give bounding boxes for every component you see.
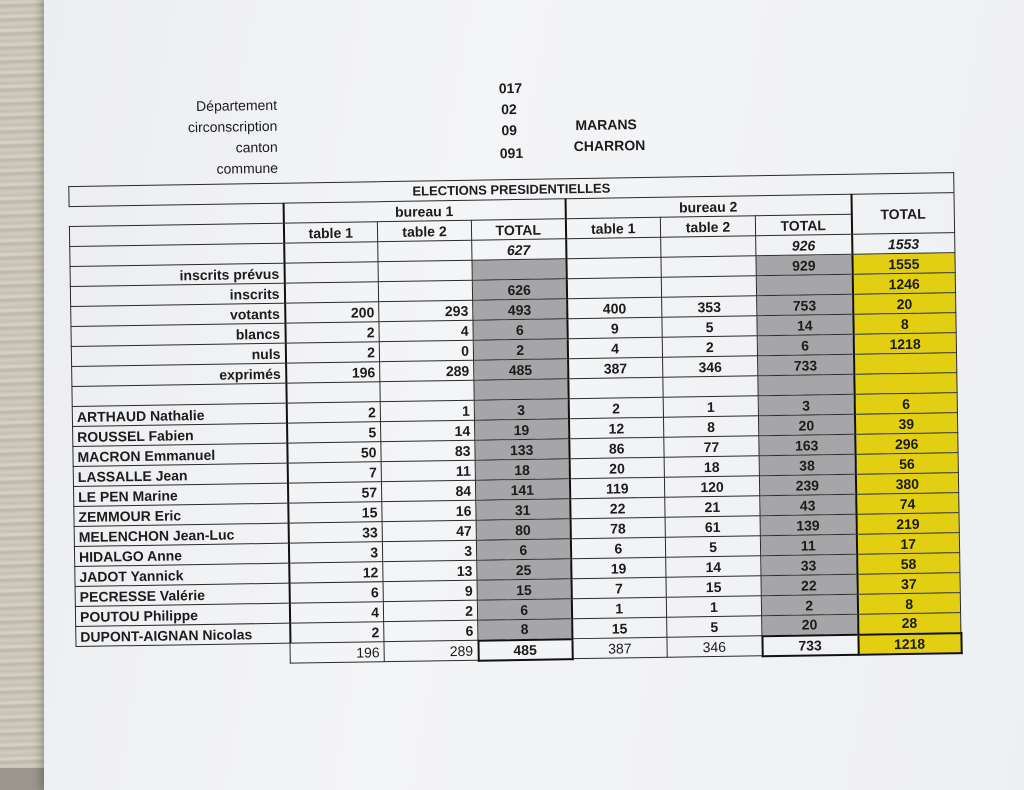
bureau2-table2-value: 5 [665,536,760,557]
bureau1-total-value: 493 [473,299,567,320]
b2-table2-header: table 2 [660,216,755,237]
stat-row-label: blancs [71,323,285,346]
bureau2-total-value: 929 [756,254,852,276]
bureau2-total-value: 33 [761,554,857,576]
bureau1-total-value: 18 [475,459,569,480]
b2-total-header: TOTAL [755,214,851,236]
bureau1-table2-value: 3 [382,540,476,561]
sum-grand-total: 1218 [858,633,961,655]
grand-total-value: 20 [853,293,956,315]
table-title: ELECTIONS PRESIDENTIELLES [69,173,954,207]
bureau1-total-value: 6 [473,319,567,340]
bureau1-table2-value [378,260,472,281]
bureau2-table1-value: 7 [571,577,666,598]
bureau1-table2-value: 9 [383,580,477,601]
bureau2-table2-value: 5 [667,616,762,637]
bureau2-table1-value: 86 [569,437,664,458]
bureau2-total-value: 6 [757,334,853,356]
bureau1-table1-value: 2 [285,322,379,343]
sum-b1-table2: 289 [384,640,478,661]
bureau1-table2-value: 13 [383,560,477,581]
stats-section [70,253,957,387]
candidate-row-label: LE PEN Marine [73,483,287,506]
bureau1-total-value: 8 [478,619,572,640]
stat-row-label: nuls [71,343,285,366]
bureau2-table1-value: 119 [569,477,664,498]
bureau2-total-value: 733 [758,354,854,376]
b2-expected-total: 926 [756,234,852,256]
stat-row-label: votants [71,303,285,326]
bureau1-table2-value: 1 [380,400,474,421]
candidate-row-label: PECRESSE Valérie [75,583,289,606]
bureau2-table1-value: 387 [568,357,663,378]
bureau1-table2-value [378,280,472,301]
candidates-section [72,393,961,647]
bureau1-table2-value: 16 [382,500,476,521]
bureau1-total-value: 2 [473,339,567,360]
bureau2-table1-value: 78 [570,517,665,538]
grand-total-value [854,353,957,375]
grand-total-value: 74 [856,493,959,515]
code-canton: 09 [501,122,518,139]
bureau1-table1-value: 2 [285,342,379,363]
sum-b2-total: 733 [762,634,858,656]
bureau2-total-value: 38 [759,454,855,476]
bureau1-table1-value: 196 [286,362,380,383]
bureau2-table2-value [661,256,756,277]
bureau2-table2-value: 14 [666,556,761,577]
bureau2-total-value: 753 [757,294,853,316]
label-circonscription: circonscription [187,117,278,136]
canton-name: MARANS [575,116,637,134]
bureau2-table2-value: 2 [662,336,757,357]
sum-b2-table2: 346 [667,636,762,657]
bureau2-total-value [756,274,852,296]
grand-total-value: 219 [856,513,959,535]
bureau1-table1-value: 3 [288,542,382,563]
bureau1-table2-value: 2 [383,600,477,621]
bureau2-table2-value: 346 [663,356,758,377]
bureau-1-header: bureau 1 [283,199,565,223]
bureau1-table2-value: 293 [379,300,473,321]
bureau1-total-value: 25 [477,559,571,580]
grand-total-value: 8 [857,593,960,615]
bureau2-table1-value: 20 [569,457,664,478]
bureau1-total-value: 19 [474,419,568,440]
bureau1-table2-value: 0 [379,340,473,361]
sum-b2-table1: 387 [572,637,667,658]
b1-table2-header: table 2 [377,220,471,241]
bureau1-table1-value: 12 [289,562,383,583]
bureau1-table1-value: 50 [287,442,381,463]
candidate-row-label: DUPONT-AIGNAN Nicolas [76,623,290,646]
code-commune: 091 [499,144,524,162]
bureau-2-header: bureau 2 [565,194,851,218]
grand-total-value: 39 [854,413,957,435]
bureau2-total-value: 14 [757,314,853,336]
code-circonscription: 02 [500,101,517,118]
bureau1-table1-value: 4 [289,602,383,623]
bureau2-table1-value [566,257,661,278]
bureau2-table1-value: 4 [567,337,662,358]
bureau1-table2-value: 14 [381,420,475,441]
bureau2-table2-value: 120 [664,476,759,497]
bureau1-total-value: 80 [476,519,570,540]
bureau1-total-value: 133 [475,439,569,460]
bureau1-table1-value: 57 [287,482,381,503]
bureau2-total-value: 163 [759,434,855,456]
label-canton: canton [235,138,278,156]
candidate-row-label: ROUSSEL Fabien [73,423,287,446]
bureau1-table2-value: 11 [381,460,475,481]
results-table [68,172,962,667]
grand-total-value: 1218 [853,333,956,355]
b2-table1-header: table 1 [565,217,660,238]
bureau2-total-value: 20 [758,414,854,436]
bureau1-total-value: 141 [475,479,569,500]
grand-total-value: 17 [856,533,959,555]
bureau2-total-value: 3 [758,394,854,416]
candidate-row-label: JADOT Yannick [75,563,289,586]
bureau1-table1-value [284,262,378,283]
candidate-row-label: ZEMMOUR Eric [74,503,288,526]
bureau1-total-value [472,259,566,280]
candidate-row-label: HIDALGO Anne [74,543,288,566]
bureau1-table2-value: 4 [379,320,473,341]
label-commune: commune [216,159,279,177]
grand-total-value: 56 [855,453,958,475]
bureau2-table2-value: 15 [666,576,761,597]
grand-total-value: 1246 [852,273,955,295]
bureau1-total-value: 15 [477,579,571,600]
bureau2-total-value: 20 [762,614,858,636]
candidate-row-label: POUTOU Philippe [75,603,289,626]
bureau2-table1-value [566,277,661,298]
bureau1-table1-value: 2 [286,402,380,423]
bureau2-table1-value: 2 [568,397,663,418]
bureau1-table1-value: 15 [288,502,382,523]
bureau1-total-value: 6 [476,539,570,560]
grand-total-value: 6 [854,393,957,415]
bureau2-table2-value: 1 [663,396,758,417]
bureau2-total-value: 43 [760,494,856,516]
grand-total-header: TOTAL [851,193,955,235]
bureau2-table1-value: 1 [571,597,666,618]
bureau2-table2-value: 21 [665,496,760,517]
bureau2-table1-value: 12 [568,417,663,438]
candidate-row-label: ARTHAUD Nathalie [72,403,286,426]
bureau2-total-value: 139 [760,514,856,536]
bureau2-total-value: 239 [759,474,855,496]
candidate-row-label: MELENCHON Jean-Luc [74,523,288,546]
grand-total-value: 37 [857,573,960,595]
bureau1-total-value: 3 [474,399,568,420]
bureau2-table2-value: 5 [662,316,757,337]
bureau1-table1-value: 5 [287,422,381,443]
bureau1-table1-value: 6 [289,582,383,603]
bureau1-table1-value: 200 [285,302,379,323]
code-departement: 017 [498,79,523,97]
bureau1-total-value: 31 [476,499,570,520]
label-departement: Département [195,96,278,115]
b1-expected-total: 627 [472,239,566,260]
bureau2-table2-value: 1 [666,596,761,617]
bureau1-table2-value: 47 [382,520,476,541]
bureau2-table1-value: 9 [567,317,662,338]
b1-table1-header: table 1 [283,222,377,243]
grand-total-value: 8 [853,313,956,335]
grand-total-value: 58 [857,553,960,575]
bureau2-table1-value: 15 [572,617,667,638]
bureau2-table2-value: 18 [664,456,759,477]
bureau1-table1-value: 7 [287,462,381,483]
bureau2-total-value: 2 [761,594,857,616]
bureau2-table1-value: 6 [570,537,665,558]
bureau2-total-value: 22 [761,574,857,596]
stat-row-label: exprimés [72,363,286,386]
candidate-row-label: MACRON Emmanuel [73,443,287,466]
grand-expected-total: 1553 [852,233,955,255]
bureau2-table2-value: 353 [662,296,757,317]
grand-total-value: 296 [855,433,958,455]
stat-row-label: inscrits prévus [70,263,284,286]
grand-total-value: 28 [858,613,961,635]
bureau1-table2-value: 6 [384,620,478,641]
bureau2-table1-value: 19 [571,557,666,578]
bureau2-table2-value: 77 [664,436,759,457]
bureau2-table2-value [661,276,756,297]
bureau1-table2-value: 84 [381,480,475,501]
commune-name: CHARRON [573,136,646,155]
grand-total-value: 1555 [852,253,955,275]
bureau2-table2-value: 8 [663,416,758,437]
bureau2-table2-value: 61 [665,516,760,537]
stat-row-label: inscrits [70,283,284,306]
grand-total-value: 380 [855,473,958,495]
bureau2-table1-value: 400 [567,297,662,318]
bureau1-table2-value: 83 [381,440,475,461]
sum-b1-total: 485 [478,639,572,660]
bureau2-table1-value: 22 [570,497,665,518]
bureau1-total-value: 6 [477,599,571,620]
bureau2-total-value: 11 [760,534,856,556]
bureau1-table1-value: 33 [288,522,382,543]
candidate-row-label: LASSALLE Jean [73,463,287,486]
bureau1-total-value: 626 [472,279,566,300]
bureau1-table1-value [284,282,378,303]
b1-total-header: TOTAL [471,219,565,240]
bureau1-table1-value: 2 [290,622,384,643]
sum-b1-table1: 196 [290,642,384,663]
bureau1-table2-value: 289 [380,360,474,381]
bureau1-total-value: 485 [474,359,568,380]
